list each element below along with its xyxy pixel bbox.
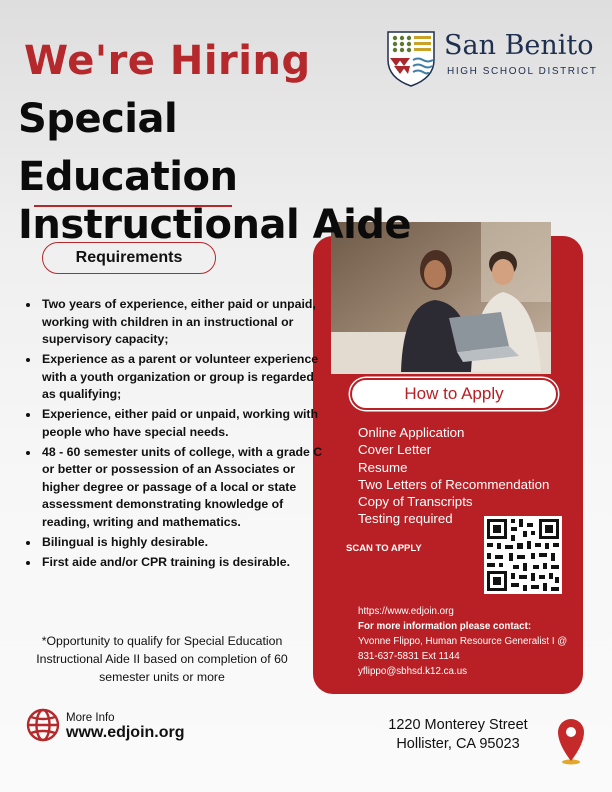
address-line-2: Hollister, CA 95023: [396, 736, 520, 752]
requirement-item: • 48 - 60 semester units of college, with a grade C or better or possession of an Associates or higher degree or passage of a local or state assessment demonstrating knowledge of reading, writing and mathematics.: [40, 444, 324, 532]
qualification-note: *Opportunity to qualify for Special Education Instructional Aide II based on completion of 60 semester units or more: [36, 634, 288, 684]
how-to-apply-heading: How to Apply: [350, 378, 558, 410]
location-pin-icon: [556, 718, 586, 766]
apply-step: Two Letters of Recommendation: [358, 476, 550, 492]
apply-step: Copy of Transcripts: [358, 494, 473, 510]
requirement-item: • Two years of experience, either paid or unpaid, working with children in an instructional or supervisory capacity;: [40, 296, 324, 349]
contact-name: Yvonne Flippo, Human Resource Generalist I @ 831-637-5831 Ext 1144: [358, 636, 568, 662]
apply-step: Testing required: [358, 511, 453, 527]
requirement-item: • Bilingual is highly desirable.: [40, 534, 324, 552]
apply-step: Resume: [358, 459, 408, 475]
apply-url-link[interactable]: https://www.edjoin.org: [358, 606, 454, 617]
apply-step: Online Application: [358, 425, 465, 440]
requirement-item: • Experience, either paid or unpaid, working with people who have special needs.: [40, 406, 324, 441]
address: [360, 716, 556, 754]
requirements-list: [22, 296, 324, 574]
scan-to-apply-label: SCAN TO APPLY: [346, 543, 422, 554]
qr-code-icon[interactable]: [484, 516, 562, 594]
contact-heading: For more information please contact:: [358, 621, 532, 632]
apply-steps-list: [358, 424, 549, 528]
requirements-heading: Requirements: [42, 242, 216, 274]
requirement-item: • Experience as a parent or volunteer experience with a youth organization or group is regarded as qualifying;: [40, 351, 324, 404]
district-subtitle: HIGH SCHOOL DISTRICT: [447, 66, 598, 77]
apply-step: Cover Letter: [358, 442, 432, 458]
more-info-link[interactable]: www.edjoin.org: [66, 724, 185, 741]
requirement-item: • First aide and/or CPR training is desirable.: [40, 554, 324, 572]
contact-block: [358, 604, 573, 679]
title-line-1: Special: [18, 96, 178, 142]
district-name: San Benito: [444, 30, 594, 61]
title-line-2: Education: [18, 154, 238, 200]
title-line-3: Instructional Aide: [18, 202, 412, 248]
address-line-1: 1220 Monterey Street: [388, 717, 528, 733]
contact-email-link[interactable]: yflippo@sbhsd.k12.ca.us: [358, 666, 468, 677]
more-info-label: More Info: [66, 712, 115, 724]
district-logo-icon: [386, 30, 436, 88]
hiring-headline: We're Hiring: [24, 38, 311, 84]
globe-icon: [26, 708, 60, 742]
